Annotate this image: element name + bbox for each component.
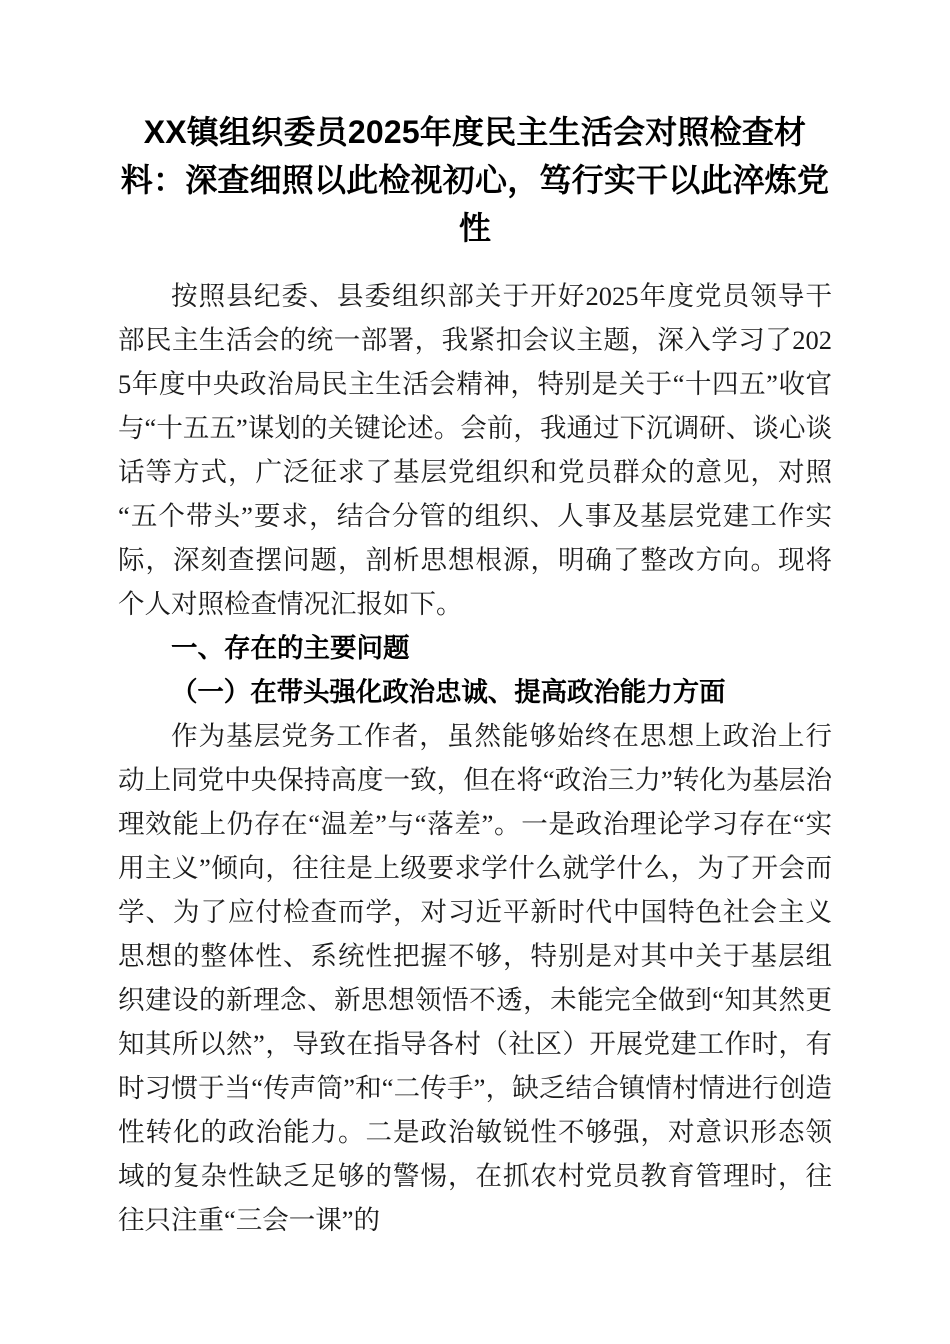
section-heading-level-2: （一）在带头强化政治忠诚、提高政治能力方面 <box>171 677 726 707</box>
page-title: XX镇组织委员2025年度民主生活会对照检查材料：深查细照以此检视初心，笃行实干以此淬炼党性 <box>120 114 830 246</box>
section-heading-level-1: 一、存在的主要问题 <box>171 633 410 663</box>
paragraph-intro: 按照县纪委、县委组织部关于开好2025年度党员领导干部民主生活会的统一部署，我紧扣会议主题，深入学习了2025年度中央政治局民主生活会精神，特别是关于“十四五”收官与“十五五”谋划的关键论述。会前，我通过下沉调研、谈心谈话等方式，广泛征求了基层党组织和党员群众的意见，对照“五个带头”要求，结合分管的组织、人事及基层党建工作实际，深刻查摆问题，剖析思想根源，明确了整改方向。现将个人对照检查情况汇报如下。 <box>118 281 832 619</box>
paragraph-section-one-body: 作为基层党务工作者，虽然能够始终在思想上政治上行动上同党中央保持高度一致，但在将“政治三力”转化为基层治理效能上仍存在“温差”与“落差”。一是政治理论学习存在“实用主义”倾向，往往是上级要求学什么就学什么，为了开会而学、为了应付检查而学，对习近平新时代中国特色社会主义思想的整体性、系统性把握不够，特别是对其中关于基层组织建设的新理念、新思想领悟不透，未能完全做到“知其然更知其所以然”，导致在指导各村（社区）开展党建工作时，有时习惯于当“传声筒”和“二传手”，缺乏结合镇情村情进行创造性转化的政治能力。二是政治敏锐性不够强，对意识形态领域的复杂性缺乏足够的警惕，在抓农村党员教育管理时，往往只注重“三会一课”的 <box>118 721 832 1235</box>
document-body <box>118 0 832 1242</box>
